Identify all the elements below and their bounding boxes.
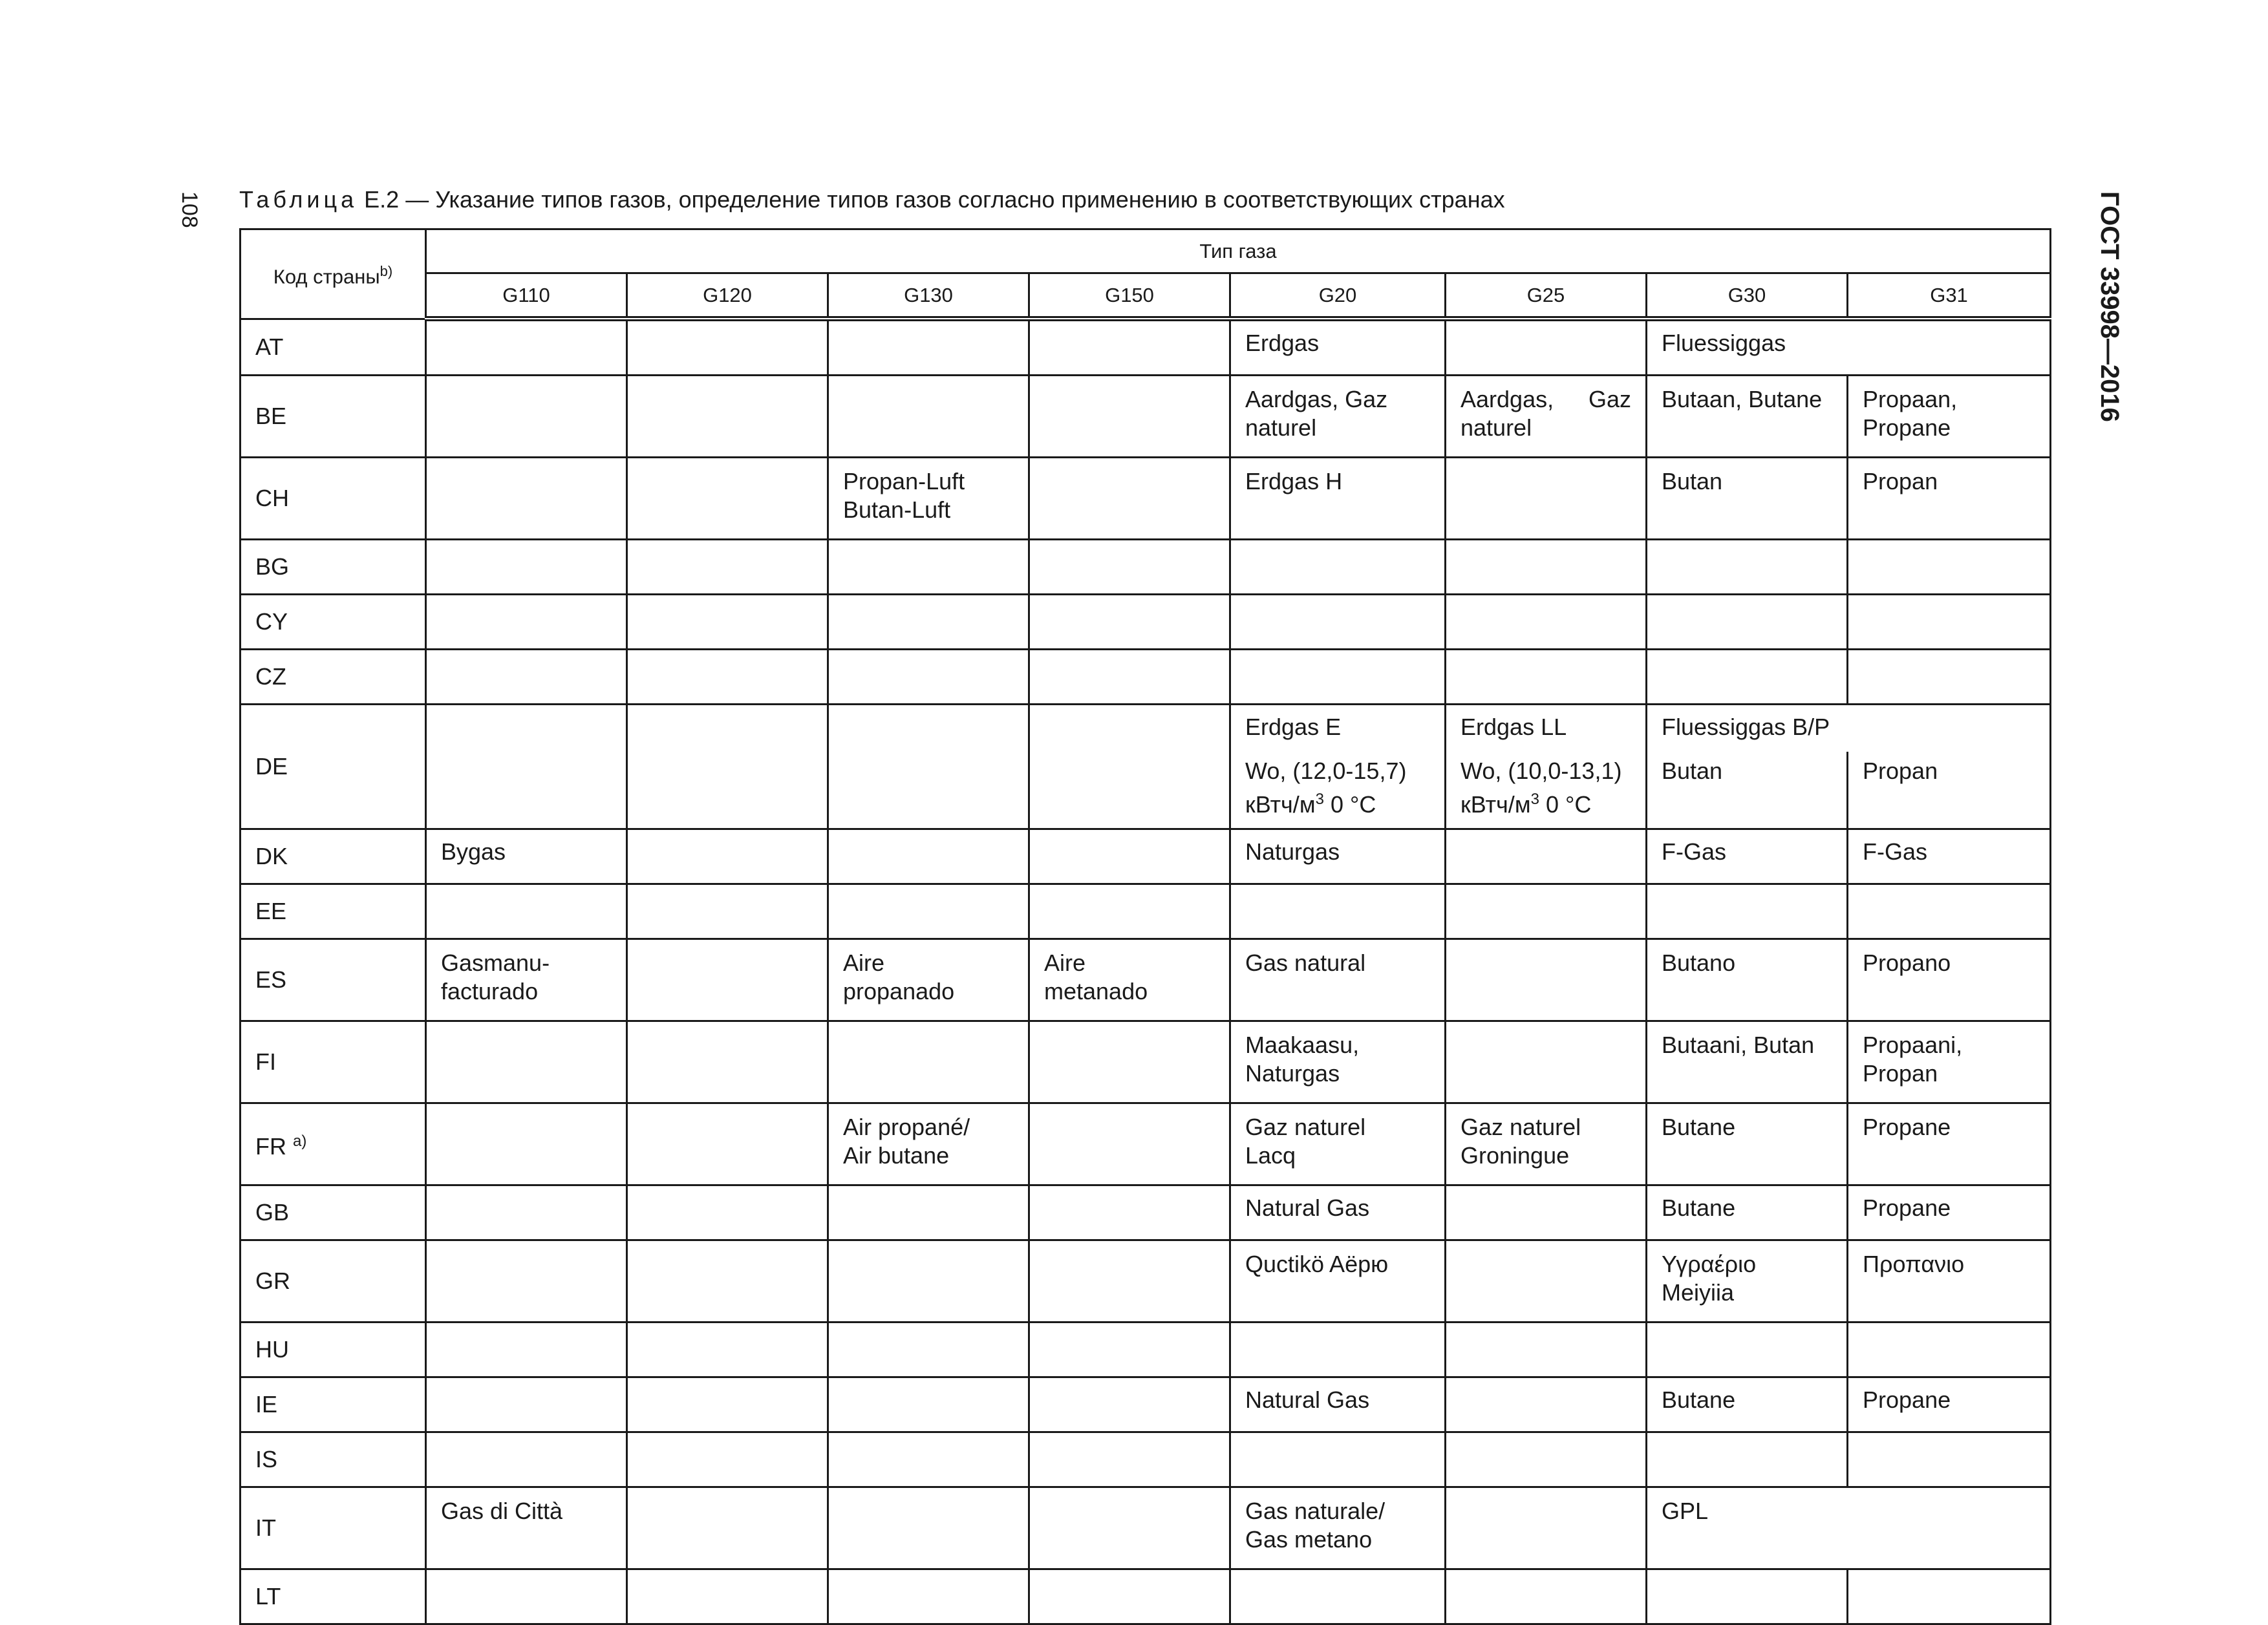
country-code-cell: IT (241, 1487, 426, 1569)
table-cell: Propano (1848, 939, 2051, 1021)
table-row (241, 319, 2051, 376)
table-row (241, 376, 2051, 458)
country-code-cell: FI (241, 1021, 426, 1103)
table-row (241, 458, 2051, 540)
table-cell: Butane (1647, 1185, 1848, 1240)
country-code-cell: CZ (241, 650, 426, 705)
table-cell: Bygas (426, 829, 627, 884)
table-cell (1446, 458, 1647, 540)
table-cell: Υγραέριο Meiyiia (1647, 1240, 1848, 1322)
country-code-cell: IS (241, 1432, 426, 1487)
header-col-g25: G25 (1446, 273, 1647, 319)
document-id: ГОСТ 33998—2016 (2095, 191, 2124, 422)
table-cell: F-Gas (1647, 829, 1848, 884)
header-country-code: Код страны$^{b)}$ (241, 229, 426, 319)
country-code-cell: CY (241, 595, 426, 650)
table-cell: Gas di Città (426, 1487, 627, 1569)
table-cell: Aire metanado (1029, 939, 1230, 1021)
footnote-marker: a) (293, 1132, 307, 1150)
table-cell: Gasmanu- facturado (426, 939, 627, 1021)
table-cell: Erdgas (1230, 319, 1446, 376)
country-code-cell: CH (241, 458, 426, 540)
table-cell: Erdgas H (1230, 458, 1446, 540)
country-code-cell: EE (241, 884, 426, 939)
table-cell: Aardgas, Gaz naturel (1230, 376, 1446, 458)
table-cell: Propan (1848, 752, 2051, 829)
table-cell (828, 376, 1029, 458)
country-code-cell: BG (241, 540, 426, 595)
header-col-g110: G110 (426, 273, 627, 319)
header-gas-type: Тип газа (426, 229, 2051, 273)
country-code-cell: GB (241, 1185, 426, 1240)
table-cell: Propan-Luft Butan-Luft (828, 458, 1029, 540)
table-cell (426, 376, 627, 458)
table-row (241, 1432, 2051, 1487)
table-cell: Propaan, Propane (1848, 376, 2051, 458)
country-code-cell: BE (241, 376, 426, 458)
table-cell: Προπανιο (1848, 1240, 2051, 1322)
country-code-cell: AT (241, 319, 426, 376)
gas-types-table (239, 228, 2051, 1625)
table-cell: Propane (1848, 1103, 2051, 1185)
table-cell: Gas natural (1230, 939, 1446, 1021)
table-row (241, 939, 2051, 1021)
country-code-cell: IE (241, 1377, 426, 1432)
table-caption (239, 186, 1505, 213)
country-code-cell: DE (241, 705, 426, 829)
table-row (241, 540, 2051, 595)
table-cell: Butane (1647, 1103, 1848, 1185)
table-row (241, 1185, 2051, 1240)
table-cell (1446, 319, 1647, 376)
table-row (241, 1021, 2051, 1103)
country-code-cell: ES (241, 939, 426, 1021)
country-code-cell: LT (241, 1569, 426, 1624)
page-number: 108 (177, 191, 202, 228)
table-row (241, 1487, 2051, 1569)
header-col-g130: G130 (828, 273, 1029, 319)
table-row (241, 595, 2051, 650)
header-col-g150: G150 (1029, 273, 1230, 319)
table-cell (627, 376, 828, 458)
table-cell: Gaz naturel Lacq (1230, 1103, 1446, 1185)
table-cell: Propaani, Propan (1848, 1021, 2051, 1103)
header-col-g31: G31 (1848, 273, 2051, 319)
header-col-g120: G120 (627, 273, 828, 319)
country-code-cell: HU (241, 1322, 426, 1377)
table-cell: Maakaasu, Naturgas (1230, 1021, 1446, 1103)
caption-label: Таблица (239, 186, 358, 213)
country-code-cell: FR $^{a)}$ (241, 1103, 426, 1185)
table-cell: F-Gas (1848, 829, 2051, 884)
table-row (241, 884, 2051, 939)
table-cell (828, 319, 1029, 376)
table-cell: Natural Gas (1230, 1185, 1446, 1240)
table-cell: Wo, (12,0-15,7) кВтч/м$^3$ 0 °C (1230, 752, 1446, 829)
table-cell: Butaan, Butane (1647, 376, 1848, 458)
table-row (241, 1377, 2051, 1432)
table-cell: Erdgas E (1230, 705, 1446, 752)
table-cell: Propane (1848, 1185, 2051, 1240)
table-cell: GPL (1647, 1487, 2051, 1569)
table-cell (426, 458, 627, 540)
table-row (241, 705, 2051, 752)
table-row (241, 1322, 2051, 1377)
table-cell (426, 319, 627, 376)
table-cell: Propan (1848, 458, 2051, 540)
table-row (241, 1240, 2051, 1322)
table-row (241, 829, 2051, 884)
caption-text: — Указание типов газов, определение типов газов согласно применению в соответствующих странах (405, 186, 1505, 213)
table-cell: Naturgas (1230, 829, 1446, 884)
table-cell: Aardgas, Gaz naturel (1446, 376, 1647, 458)
country-code-cell: GR (241, 1240, 426, 1322)
table-cell: Wo, (10,0-13,1) кВтч/м$^3$ 0 °C (1446, 752, 1647, 829)
table-cell (1029, 376, 1230, 458)
table-cell (1029, 319, 1230, 376)
table-cell: Propane (1848, 1377, 2051, 1432)
table-cell (627, 458, 828, 540)
table-cell: Butano (1647, 939, 1848, 1021)
table-cell (627, 319, 828, 376)
header-col-g20: G20 (1230, 273, 1446, 319)
table-row (241, 650, 2051, 705)
country-code-cell: DK (241, 829, 426, 884)
table-cell: Aire propanado (828, 939, 1029, 1021)
table-cell: Butan (1647, 752, 1848, 829)
table-row (241, 1103, 2051, 1185)
header-col-g30: G30 (1647, 273, 1848, 319)
table-cell: Fluessiggas B/P (1647, 705, 2051, 752)
table-cell: Butan (1647, 458, 1848, 540)
table-cell: Air propané/ Air butane (828, 1103, 1029, 1185)
table-cell: Erdgas LL (1446, 705, 1647, 752)
table-cell: Gaz naturel Groningue (1446, 1103, 1647, 1185)
table-cell: Gas naturale/ Gas metano (1230, 1487, 1446, 1569)
table-cell (1029, 458, 1230, 540)
table-cell: Natural Gas (1230, 1377, 1446, 1432)
table-cell: Butaani, Butan (1647, 1021, 1848, 1103)
table-cell: Butane (1647, 1377, 1848, 1432)
table-cell: Fluessiggas (1647, 319, 2051, 376)
table-row (241, 1569, 2051, 1624)
table-cell: Quctikö Aëрю (1230, 1240, 1446, 1322)
caption-number: E.2 (364, 186, 400, 213)
